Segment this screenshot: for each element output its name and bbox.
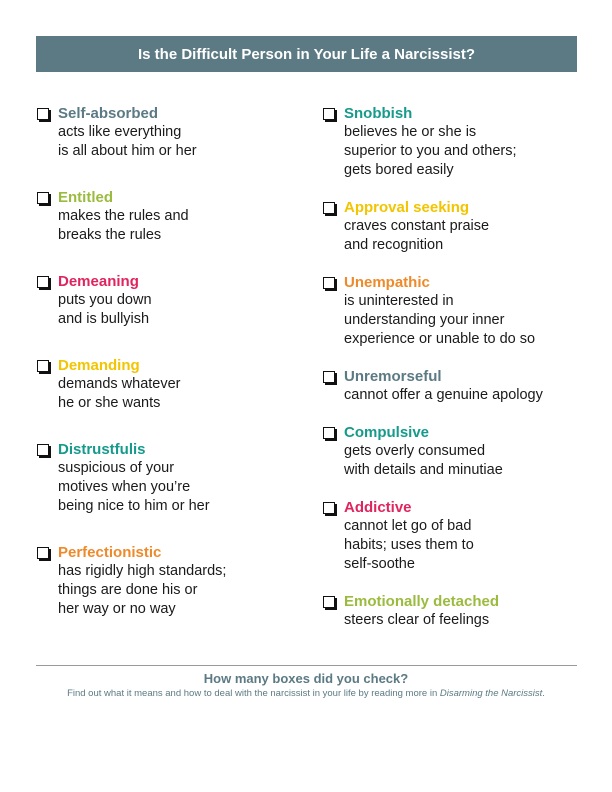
checkbox[interactable] bbox=[323, 371, 335, 383]
item-title: Approval seeking bbox=[344, 199, 470, 216]
checklist-item bbox=[322, 498, 582, 574]
footer-text bbox=[0, 688, 612, 699]
footer-divider bbox=[36, 665, 577, 666]
checklist-item bbox=[322, 104, 582, 180]
checklist-item bbox=[36, 356, 286, 413]
checkbox[interactable] bbox=[37, 444, 49, 456]
item-description: is uninterested in understanding your inner experience or unable to do so bbox=[344, 293, 536, 347]
checklist-item bbox=[322, 423, 582, 480]
item-title: Unremorseful bbox=[344, 368, 442, 385]
checklist-item bbox=[36, 440, 286, 516]
checkbox[interactable] bbox=[37, 547, 49, 559]
item-title: Self-absorbed bbox=[58, 105, 159, 122]
footer-question: How many boxes did you check? bbox=[203, 671, 409, 686]
checklist-item bbox=[322, 367, 582, 405]
checkbox[interactable] bbox=[323, 427, 335, 439]
checkbox[interactable] bbox=[37, 276, 49, 288]
item-description: cannot let go of bad habits; uses them to self-soothe bbox=[344, 518, 474, 572]
checklist-item bbox=[36, 188, 286, 245]
checkbox[interactable] bbox=[37, 360, 49, 372]
checklist-item bbox=[322, 273, 582, 349]
item-description: makes the rules and breaks the rules bbox=[58, 208, 189, 243]
item-title: Unempathic bbox=[344, 274, 430, 291]
book-title: Disarming the Narcissist bbox=[439, 688, 543, 699]
item-title: Distrustfulis bbox=[58, 441, 146, 458]
item-description: cannot offer a genuine apology bbox=[344, 387, 543, 403]
checkbox[interactable] bbox=[37, 192, 49, 204]
checkbox[interactable] bbox=[323, 202, 335, 214]
page-title: Is the Difficult Person in Your Life a Narcissist? bbox=[36, 36, 577, 72]
item-description: gets overly consumed with details and minutiae bbox=[344, 443, 503, 478]
item-title: Compulsive bbox=[344, 424, 430, 441]
item-title: Snobbish bbox=[344, 105, 413, 122]
item-title: Perfectionistic bbox=[58, 544, 162, 561]
item-title: Emotionally detached bbox=[344, 593, 500, 610]
footer-end: . bbox=[542, 688, 545, 699]
item-description: demands whatever he or she wants bbox=[58, 376, 181, 411]
checkbox[interactable] bbox=[323, 596, 335, 608]
item-description: suspicious of your motives when you’re being nice to him or her bbox=[58, 460, 210, 514]
right-checklist bbox=[322, 104, 582, 648]
item-title: Demanding bbox=[58, 357, 140, 374]
checklist-item bbox=[36, 272, 286, 329]
checklist-item bbox=[36, 104, 286, 161]
item-title: Entitled bbox=[58, 189, 113, 206]
item-description: acts like everything is all about him or her bbox=[58, 124, 197, 159]
checkbox[interactable] bbox=[323, 277, 335, 289]
checklist-item bbox=[36, 543, 286, 619]
checklist-item bbox=[322, 592, 582, 630]
footer-line: Find out what it means and how to deal with the narcissist in your life by reading more in bbox=[67, 688, 438, 699]
item-title: Demeaning bbox=[58, 273, 139, 290]
checkbox[interactable] bbox=[323, 108, 335, 120]
item-title: Addictive bbox=[344, 499, 412, 516]
checkbox[interactable] bbox=[323, 502, 335, 514]
left-checklist bbox=[36, 104, 286, 646]
checklist-item bbox=[322, 198, 582, 255]
item-description: craves constant praise and recognition bbox=[344, 218, 490, 253]
item-description: has rigidly high standards; things are done his or her way or no way bbox=[58, 563, 227, 617]
item-description: steers clear of feelings bbox=[344, 612, 490, 628]
item-description: puts you down and is bullyish bbox=[58, 292, 152, 327]
checkbox[interactable] bbox=[37, 108, 49, 120]
item-description: believes he or she is superior to you and others; gets bored easily bbox=[344, 124, 517, 178]
